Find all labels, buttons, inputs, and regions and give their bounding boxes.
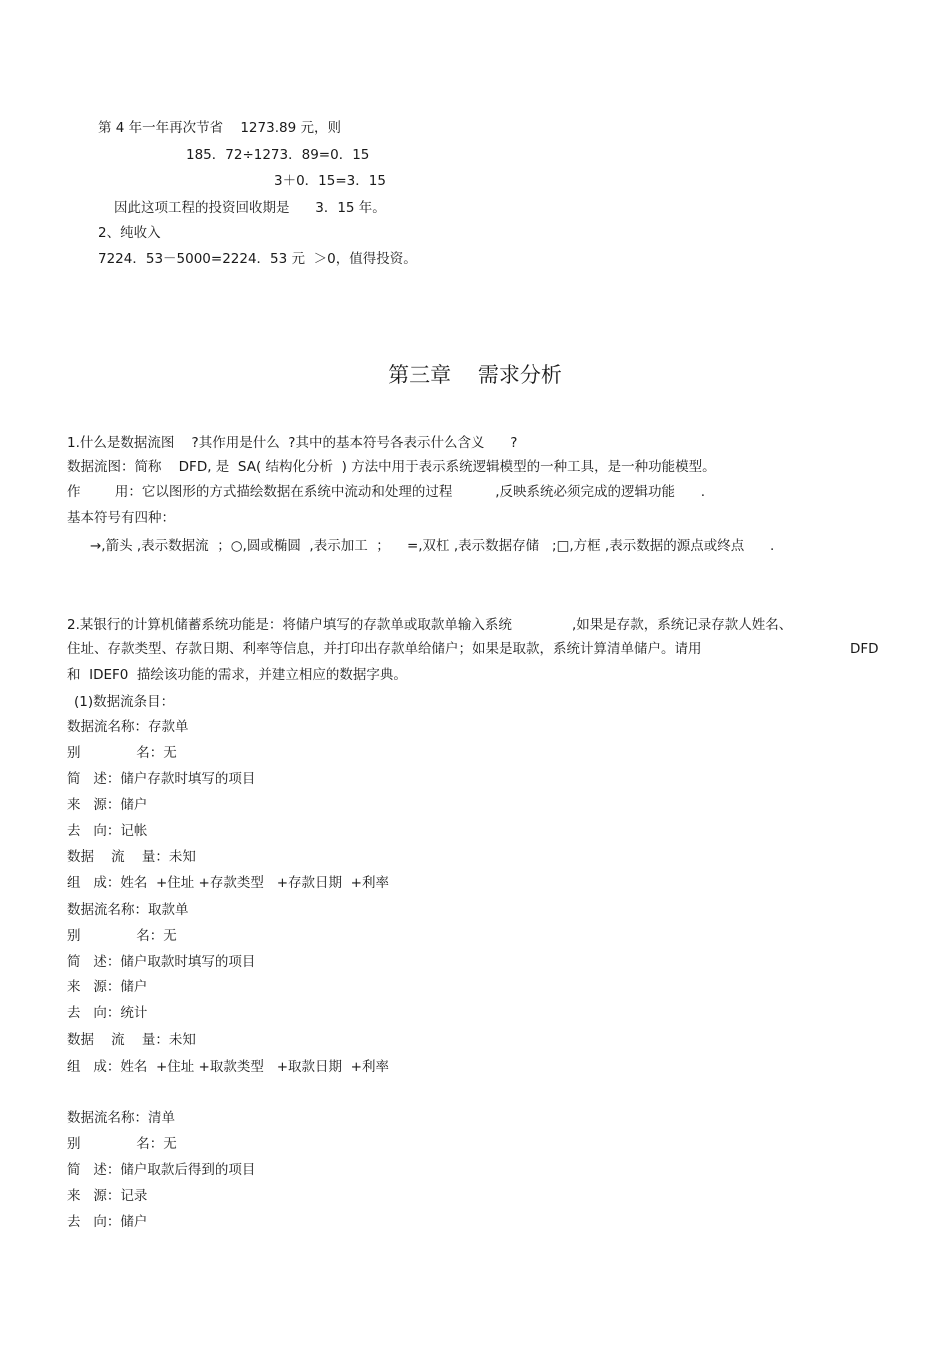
entry-name: 数据流名称：取款单 xyxy=(67,902,189,918)
entry-source: 来 源：记录 xyxy=(67,1188,148,1204)
entry-destination: 去 向：统计 xyxy=(67,1005,148,1021)
entry-destination: 去 向：记帐 xyxy=(67,823,148,839)
calc-line-4: 因此这项工程的投资回收期是 3．15 年。 xyxy=(114,200,386,216)
calc-line-6: 7224．53－5000=2224．53 元 ＞0，值得投资。 xyxy=(98,251,417,267)
calc-line-1: 第 4 年一年再次节省 1273.89 元，则 xyxy=(98,120,341,136)
q1-purpose: 作 用：它以图形的方式描绘数据在系统中流动和处理的过程 ,反映系统必须完成的逻辑功能 . xyxy=(67,484,706,500)
entry-flow-volume: 数据 流 量：未知 xyxy=(67,1032,196,1048)
entry-composition: 组 成：姓名 +住址 +存款类型 +存款日期 +利率 xyxy=(67,875,389,891)
calc-line-2: 185．72÷1273．89=0．15 xyxy=(186,147,370,163)
calc-line-3: 3＋0．15=3．15 xyxy=(274,173,386,189)
q2-line-2-right: DFD xyxy=(850,641,879,657)
entry-destination: 去 向：储户 xyxy=(67,1214,148,1230)
q1-symbols: →,箭头 ,表示数据流 ；○,圆或椭圆 ,表示加工 ； =,双杠 ,表示数据存储 ;□,方框 ,表示数据的源点或终点 . xyxy=(90,538,775,554)
entry-alias: 别 名：无 xyxy=(67,928,177,944)
q1-symbols-intro: 基本符号有四种： xyxy=(67,510,175,526)
q2-line-3: 和 IDEF0 描绘该功能的需求，并建立相应的数据字典。 xyxy=(67,667,407,683)
entry-flow-volume: 数据 流 量：未知 xyxy=(67,849,196,865)
entry-source: 来 源：储户 xyxy=(67,979,148,995)
entry-description: 简 述：储户取款时填写的项目 xyxy=(67,954,256,970)
q2-line-2: 住址、存款类型、存款日期、利率等信息，并打印出存款单给储户；如果是取款，系统计算清单储户。请用 xyxy=(67,641,702,657)
calc-line-5: 2、纯收入 xyxy=(98,225,161,241)
entry-composition: 组 成：姓名 +住址 +取款类型 +取款日期 +利率 xyxy=(67,1059,389,1075)
chapter-title: 第三章 需求分析 xyxy=(388,363,562,387)
q1-definition: 数据流图：简称 DFD, 是 SA( 结构化分析 ) 方法中用于表示系统逻辑模型的一种工具，是一种功能模型。 xyxy=(67,459,716,475)
q1-question: 1.什么是数据流图 ?其作用是什么 ?其中的基本符号各表示什么含义 ? xyxy=(67,435,518,451)
q2-subheading: (1)数据流条目： xyxy=(74,694,175,710)
entry-description: 简 述：储户存款时填写的项目 xyxy=(67,771,256,787)
entry-source: 来 源：储户 xyxy=(67,797,148,813)
q2-line-1: 2.某银行的计算机储蓄系统功能是：将储户填写的存款单或取款单输入系统 ,如果是存款，系统记录存款人姓名、 xyxy=(67,617,793,633)
entry-name: 数据流名称：存款单 xyxy=(67,719,189,735)
entry-alias: 别 名：无 xyxy=(67,1136,177,1152)
entry-alias: 别 名：无 xyxy=(67,745,177,761)
entry-description: 简 述：储户取款后得到的项目 xyxy=(67,1162,256,1178)
entry-name: 数据流名称：清单 xyxy=(67,1110,175,1126)
